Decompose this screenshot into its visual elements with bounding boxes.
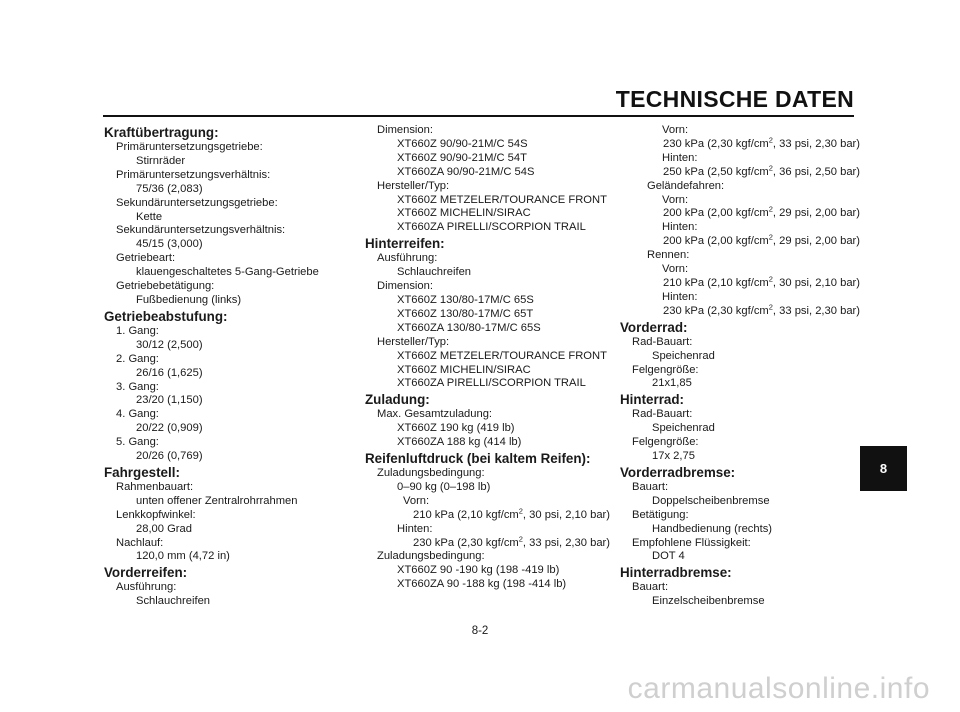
spec-value: 26/16 (1,625) <box>136 366 203 379</box>
heading-fahrgestell: Fahrgestell: <box>104 464 180 480</box>
watermark: carmanualsonline.info <box>627 672 930 705</box>
spec-label: Hinten: <box>397 522 433 535</box>
heading-kraftuebertragung: Kraftübertragung: <box>104 125 219 140</box>
spec-label: Nachlauf: <box>116 536 164 549</box>
spec-value: XT660Z 130/80-17M/C 65T <box>397 307 534 320</box>
heading-getriebeabstufung: Getriebeabstufung: <box>104 308 228 324</box>
spec-value: Fußbedienung (links) <box>136 293 242 306</box>
spec-label: Rad-Bauart: <box>632 408 693 421</box>
spec-label: Getriebebetätigung: <box>116 280 215 293</box>
spec-label: Rad-Bauart: <box>632 335 693 348</box>
spec-label: 2. Gang: <box>116 352 159 365</box>
spec-label: Vorn: <box>403 494 430 507</box>
spec-value: Schlauchreifen <box>136 595 211 608</box>
spec-label: Felgengröße: <box>632 363 699 376</box>
heading-reifenluftdruck: Reifenluftdruck (bei kaltem Reifen): <box>365 451 591 467</box>
spec-label: Geländefahren: <box>647 179 725 192</box>
section-tab: 8 <box>860 446 907 491</box>
spec-value: XT660Z MICHELIN/SIRAC <box>397 363 531 376</box>
pressure-value: 230 kPa (2,30 kgf/$cm^2$, 33 psi, 2,30 bar) <box>413 533 610 549</box>
spec-value: Handbedienung (rechts) <box>652 522 773 535</box>
spec-label: Vorn: <box>662 124 689 136</box>
column-middle <box>365 124 610 592</box>
spec-value: 23/20 (1,150) <box>136 394 203 407</box>
spec-value: klauengeschaltetes 5-Gang-Getriebe <box>136 266 319 279</box>
spec-label: Sekundäruntersetzungsverhältnis: <box>116 224 286 237</box>
spec-value: XT660ZA 90/90-21M/C 54S <box>397 165 535 178</box>
spec-value: Doppelscheibenbremse <box>652 494 770 507</box>
heading-hinterrad: Hinterrad: <box>620 392 684 408</box>
spec-label: Empfohlene Flüssigkeit: <box>632 536 751 549</box>
page-title: TECHNISCHE DATEN <box>615 86 854 112</box>
spec-label: Primäruntersetzungsverhältnis: <box>116 168 271 181</box>
pressure-value: 230 kPa (2,30 kgf/$cm^2$, 33 psi, 2,30 bar) <box>663 302 860 317</box>
spec-value: DOT 4 <box>652 550 685 563</box>
heading-hinterreifen: Hinterreifen: <box>365 236 445 252</box>
spec-label: Hinten: <box>662 221 698 234</box>
spec-value: 17x 2,75 <box>652 450 695 463</box>
spec-value: 30/12 (2,500) <box>136 338 203 351</box>
spec-label: Ausführung: <box>116 581 177 594</box>
spec-label: Max. Gesamtzuladung: <box>377 408 493 421</box>
spec-value: 20/26 (0,769) <box>136 450 203 463</box>
spec-value: Stirnräder <box>136 154 186 167</box>
heading-vorderradbremse: Vorderradbremse: <box>620 464 736 480</box>
page-number: 8-2 <box>471 625 489 637</box>
spec-value: XT660Z 90 -190 kg (198 -419 lb) <box>397 564 560 577</box>
pressure-value: 200 kPa (2,00 kgf/$cm^2$, 29 psi, 2,00 bar) <box>663 204 860 220</box>
spec-value: XT660ZA 130/80-17M/C 65S <box>397 321 541 334</box>
spec-label: Hinten: <box>662 290 698 303</box>
spec-label: Dimension: <box>377 280 433 293</box>
spec-label: 4. Gang: <box>116 408 159 421</box>
spec-label: 5. Gang: <box>116 436 159 449</box>
heading-zuladung: Zuladung: <box>365 392 430 408</box>
spec-label: Lenkkopfwinkel: <box>116 508 196 521</box>
spec-label: Sekundäruntersetzungsgetriebe: <box>116 196 278 209</box>
heading-hinterradbremse: Hinterradbremse: <box>620 565 732 581</box>
spec-label: Rahmenbauart: <box>116 480 194 493</box>
spec-value: XT660Z METZELER/TOURANCE FRONT <box>397 349 607 362</box>
header-divider <box>103 115 854 117</box>
spec-label: Getriebeart: <box>116 252 176 265</box>
spec-label: Ausführung: <box>377 252 438 265</box>
spec-value: XT660ZA PIRELLI/SCORPION TRAIL <box>397 377 586 390</box>
spec-label: Betätigung: <box>632 508 689 521</box>
spec-value: unten offener Zentralrohrrahmen <box>136 494 298 507</box>
spec-value: 75/36 (2,083) <box>136 182 203 195</box>
spec-label: Zuladungsbedingung: <box>377 467 485 480</box>
heading-vorderreifen: Vorderreifen: <box>104 565 188 581</box>
spec-value: 120,0 mm (4,72 in) <box>136 550 230 563</box>
spec-value: Speichenrad <box>652 422 715 435</box>
spec-label: Vorn: <box>662 193 689 206</box>
pressure-value: 230 kPa (2,30 kgf/$cm^2$, 33 psi, 2,30 bar) <box>663 135 860 150</box>
spec-label: Rennen: <box>647 249 690 262</box>
spec-label: Zuladungsbedingung: <box>377 550 485 563</box>
spec-label: Primäruntersetzungsgetriebe: <box>116 141 263 153</box>
spec-label: 1. Gang: <box>116 324 159 337</box>
spec-value: XT660Z 190 kg (419 lb) <box>397 422 515 435</box>
spec-label: Hersteller/Typ: <box>377 335 450 348</box>
spec-value: XT660Z 130/80-17M/C 65S <box>397 293 534 306</box>
column-left <box>104 124 344 609</box>
pressure-value: 200 kPa (2,00 kgf/$cm^2$, 29 psi, 2,00 bar) <box>663 232 860 248</box>
spec-value: XT660ZA 90 -188 kg (198 -414 lb) <box>397 578 567 591</box>
spec-label: Hersteller/Typ: <box>377 179 450 192</box>
spec-value: XT660ZA PIRELLI/SCORPION TRAIL <box>397 221 586 234</box>
spec-value: XT660Z 90/90-21M/C 54T <box>397 151 527 164</box>
spec-value: Einzelscheibenbremse <box>652 595 765 608</box>
spec-value: XT660Z 90/90-21M/C 54S <box>397 137 528 150</box>
spec-label: Bauart: <box>632 581 669 594</box>
spec-label: Felgengröße: <box>632 436 699 449</box>
spec-value: XT660Z MICHELIN/SIRAC <box>397 207 531 220</box>
spec-label: Bauart: <box>632 480 669 493</box>
column-right <box>620 124 860 609</box>
spec-label: Hinten: <box>662 151 698 164</box>
spec-value: Schlauchreifen <box>397 266 472 279</box>
spec-value: XT660ZA 188 kg (414 lb) <box>397 436 522 449</box>
spec-label: Vorn: <box>662 263 689 276</box>
spec-value: XT660Z METZELER/TOURANCE FRONT <box>397 193 607 206</box>
spec-value: 28,00 Grad <box>136 522 192 535</box>
spec-value: 20/22 (0,909) <box>136 422 203 435</box>
pressure-value: 250 kPa (2,50 kgf/$cm^2$, 36 psi, 2,50 bar) <box>663 162 860 178</box>
spec-label: Dimension: <box>377 124 433 136</box>
spec-value: 21x1,85 <box>652 377 692 390</box>
pressure-value: 210 kPa (2,10 kgf/$cm^2$, 30 psi, 2,10 bar) <box>413 506 610 521</box>
spec-label: 3. Gang: <box>116 380 159 393</box>
spec-value: Kette <box>136 210 163 223</box>
heading-vorderrad: Vorderrad: <box>620 319 688 335</box>
spec-value: 0–90 kg (0–198 lb) <box>397 480 491 493</box>
pressure-value: 210 kPa (2,10 kgf/$cm^2$, 30 psi, 2,10 bar) <box>663 274 860 289</box>
spec-value: Speichenrad <box>652 349 715 362</box>
spec-value: 45/15 (3,000) <box>136 238 203 251</box>
